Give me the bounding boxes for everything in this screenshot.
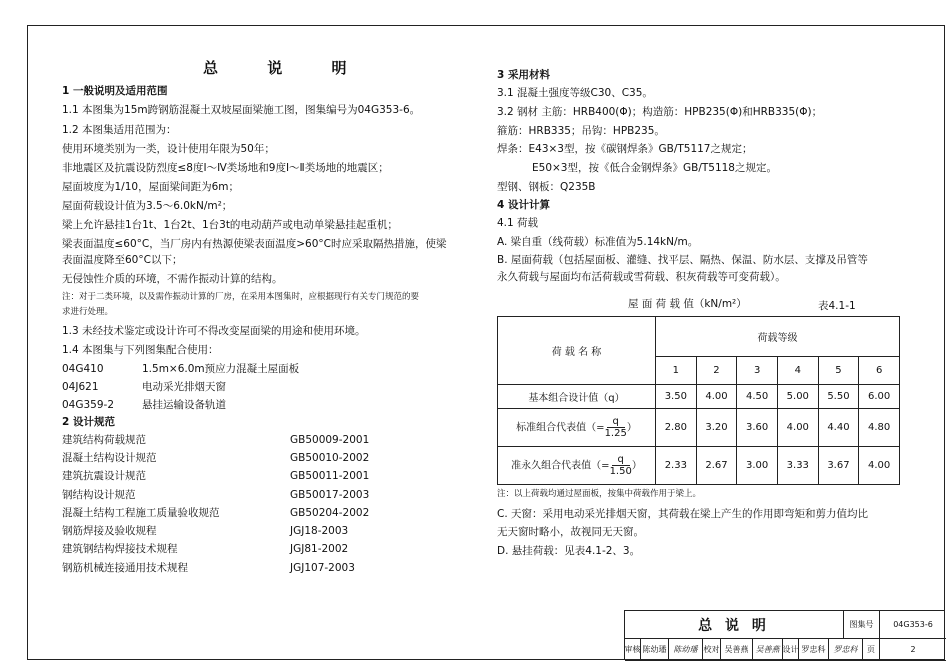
paragraph-line: 梁表面温度≤60°C，当厂房内有热源使梁表面温度>60°C时应采取隔热措施，使梁 bbox=[62, 238, 447, 250]
code-name: 钢筋机械连接通用技术规程 bbox=[62, 562, 188, 574]
designer-name: 罗忠科 bbox=[799, 639, 829, 661]
atlas-name: 悬挂运输设备轨道 bbox=[142, 399, 226, 411]
code-name: 建筑抗震设计规范 bbox=[62, 470, 146, 482]
atlas-name: 1.5m×6.0m预应力混凝土屋面板 bbox=[142, 363, 300, 375]
reviewer-name: 陈幼璠 bbox=[641, 639, 669, 661]
fraction-denominator: 1.25 bbox=[604, 428, 627, 439]
atlas-no-label: 图集号 bbox=[844, 611, 880, 639]
paragraph-line: 表面温度降至60°C以下； bbox=[62, 254, 183, 266]
page-label: 页 bbox=[863, 639, 880, 661]
check-label: 校对 bbox=[703, 639, 721, 661]
table-cell: 3.60 bbox=[737, 409, 778, 447]
table-cell: 4.50 bbox=[737, 385, 778, 409]
level-header: 1 bbox=[656, 357, 697, 385]
load-table bbox=[497, 316, 900, 485]
table-cell: 5.50 bbox=[818, 385, 859, 409]
atlas-code: 04G410 bbox=[62, 363, 104, 375]
paragraph-line: 无天窗时略小，故视同无天窗。 bbox=[497, 526, 644, 538]
paragraph-line: E50×3型，按《低合金钢焊条》GB/T5118之规定。 bbox=[532, 162, 777, 174]
code-name: 钢筋焊接及验收规程 bbox=[62, 525, 157, 537]
paragraph-line: 1.3 未经技术鉴定或设计许可不得改变屋面梁的用途和使用环境。 bbox=[62, 325, 366, 337]
row-label-end: ） bbox=[626, 422, 637, 434]
table-caption: 屋 面 荷 载 值（kN/m²） bbox=[628, 298, 747, 310]
paragraph-line: 无侵蚀性介质的环境，不需作振动计算的结构。 bbox=[62, 273, 283, 285]
code-name: 建筑结构荷载规范 bbox=[62, 434, 146, 446]
table-cell: 4.00 bbox=[777, 409, 818, 447]
fraction-numerator: q bbox=[607, 416, 625, 428]
paragraph-line: 箍筋：HRB335；吊钩：HPB235。 bbox=[497, 125, 665, 137]
table-cell: 2.80 bbox=[656, 409, 697, 447]
table-cell: 3.50 bbox=[656, 385, 697, 409]
paragraph-line: 1.2 本图集适用范围为： bbox=[62, 124, 177, 136]
row-label bbox=[498, 409, 656, 447]
table-cell: 3.20 bbox=[696, 409, 737, 447]
paragraph-line: 永久荷载与屋面均布活荷载或雪荷载、积灰荷载等可变荷载）。 bbox=[497, 271, 786, 283]
table-cell: 4.00 bbox=[696, 385, 737, 409]
paragraph-line: 使用环境类别为一类，设计使用年限为50年； bbox=[62, 143, 275, 155]
paragraph-line: D. 悬挂荷载：见表4.1-2、3。 bbox=[497, 545, 641, 557]
page-title: 总 说 明 bbox=[203, 59, 369, 77]
code-number: JGJ107-2003 bbox=[290, 562, 355, 574]
table-cell: 4.00 bbox=[859, 447, 900, 485]
code-number: GB50017-2003 bbox=[290, 489, 370, 501]
row-label-text: 准永久组合代表值（= bbox=[511, 460, 610, 472]
paragraph-line: 梁上允许悬挂1台1t、1台2t、1台3t的电动葫芦或电动单梁悬挂起重机； bbox=[62, 219, 398, 231]
paragraph-line: 3.1 混凝土强度等级C30、C35。 bbox=[497, 87, 653, 99]
atlas-code: 04G359-2 bbox=[62, 399, 115, 411]
table-cell: 3.67 bbox=[818, 447, 859, 485]
table-cell: 6.00 bbox=[859, 385, 900, 409]
code-name: 混凝土结构设计规范 bbox=[62, 452, 157, 464]
table-number: 表4.1-1 bbox=[818, 300, 856, 312]
code-name: 混凝土结构工程施工质量验收规范 bbox=[62, 507, 220, 519]
designer-signature: 罗忠科 bbox=[829, 639, 863, 661]
paragraph-line: B. 屋面荷载（包括屋面板、灌缝、找平层、隔热、保温、防水层、支撑及吊管等 bbox=[497, 254, 868, 266]
fraction-numerator: q bbox=[612, 454, 630, 466]
checker-name: 吴善燕 bbox=[721, 639, 753, 661]
level-header: 3 bbox=[737, 357, 778, 385]
fraction-denominator: 1.50 bbox=[609, 466, 632, 477]
design-label: 设计 bbox=[783, 639, 799, 661]
table-note: 注：以上荷载均通过屋面板，按集中荷载作用于梁上。 bbox=[497, 489, 702, 499]
note-line: 注：对于二类环境，以及需作振动计算的厂房，在采用本图集时，应根据现行有关专门规范的要 bbox=[62, 292, 420, 302]
paragraph-line: 4.1 荷载 bbox=[497, 217, 539, 229]
atlas-code: 04J621 bbox=[62, 381, 99, 393]
table-row bbox=[498, 447, 900, 485]
atlas-no: 04G353-6 bbox=[880, 611, 946, 639]
code-number: GB50204-2002 bbox=[290, 507, 370, 519]
row-label bbox=[498, 447, 656, 485]
table-cell: 4.80 bbox=[859, 409, 900, 447]
section-heading: 1 一般说明及适用范围 bbox=[62, 85, 168, 97]
table-row bbox=[498, 385, 900, 409]
section-heading: 3 采用材料 bbox=[497, 69, 550, 81]
level-header: 4 bbox=[777, 357, 818, 385]
row-label: 基本组合设计值（q） bbox=[498, 385, 656, 409]
paragraph-line: 屋面荷载设计值为3.5～6.0kN/m²； bbox=[62, 200, 233, 212]
fraction bbox=[605, 416, 627, 439]
paragraph-line: 屋面坡度为1/10，屋面梁间距为6m； bbox=[62, 181, 239, 193]
table-row-header: 荷 载 名 称 bbox=[498, 317, 656, 385]
code-name: 钢结构设计规范 bbox=[62, 489, 136, 501]
table-cell: 2.33 bbox=[656, 447, 697, 485]
table-cell: 4.40 bbox=[818, 409, 859, 447]
code-number: GB50009-2001 bbox=[290, 434, 370, 446]
table-cell: 2.67 bbox=[696, 447, 737, 485]
title-block bbox=[624, 610, 945, 660]
code-number: GB50010-2002 bbox=[290, 452, 370, 464]
table-cell: 3.00 bbox=[737, 447, 778, 485]
code-number: JGJ18-2003 bbox=[290, 525, 349, 537]
title-block-title: 总 说 明 bbox=[625, 611, 844, 639]
checker-signature: 吴善燕 bbox=[753, 639, 783, 661]
atlas-name: 电动采光排烟天窗 bbox=[142, 381, 226, 393]
note-line: 求进行处理。 bbox=[62, 307, 114, 317]
page-number: 2 bbox=[880, 639, 946, 661]
table-cell: 5.00 bbox=[777, 385, 818, 409]
paragraph-line: 焊条：E43×3型，按《碳钢焊条》GB/T5117之规定； bbox=[497, 143, 753, 155]
paragraph-line: A. 梁自重（线荷载）标准值为5.14kN/m。 bbox=[497, 236, 699, 248]
paragraph-line: 1.4 本图集与下列图集配合使用： bbox=[62, 344, 219, 356]
paragraph-line: 1.1 本图集为15m跨钢筋混凝土双坡屋面梁施工图，图集编号为04G353-6。 bbox=[62, 104, 421, 116]
table-group-header: 荷载等级 bbox=[656, 317, 900, 357]
code-number: JGJ81-2002 bbox=[290, 543, 349, 555]
row-label-text: 标准组合代表值（= bbox=[516, 422, 605, 434]
table-row bbox=[498, 409, 900, 447]
code-name: 建筑钢结构焊接技术规程 bbox=[62, 543, 178, 555]
level-header: 2 bbox=[696, 357, 737, 385]
fraction bbox=[610, 454, 632, 477]
review-label: 审核 bbox=[625, 639, 641, 661]
paragraph-line: 型钢、钢板：Q235B bbox=[497, 181, 596, 193]
reviewer-signature: 陈幼璠 bbox=[669, 639, 703, 661]
section-heading: 2 设计规范 bbox=[62, 416, 115, 428]
paragraph-line: 3.2 钢材 主筋：HRB400(Φ)；构造筋：HPB235(Φ)和HRB335(Φ)； bbox=[497, 106, 823, 118]
level-header: 5 bbox=[818, 357, 859, 385]
paragraph-line: C. 天窗：采用电动采光排烟天窗，其荷载在梁上产生的作用即弯矩和剪力值均比 bbox=[497, 508, 869, 520]
paragraph-line: 非地震区及抗震设防烈度≤8度Ⅰ～Ⅳ类场地和9度Ⅰ～Ⅱ类场地的地震区； bbox=[62, 162, 389, 174]
level-header: 6 bbox=[859, 357, 900, 385]
row-label-end: ） bbox=[631, 460, 642, 472]
section-heading: 4 设计计算 bbox=[497, 199, 550, 211]
table-cell: 3.33 bbox=[777, 447, 818, 485]
code-number: GB50011-2001 bbox=[290, 470, 370, 482]
